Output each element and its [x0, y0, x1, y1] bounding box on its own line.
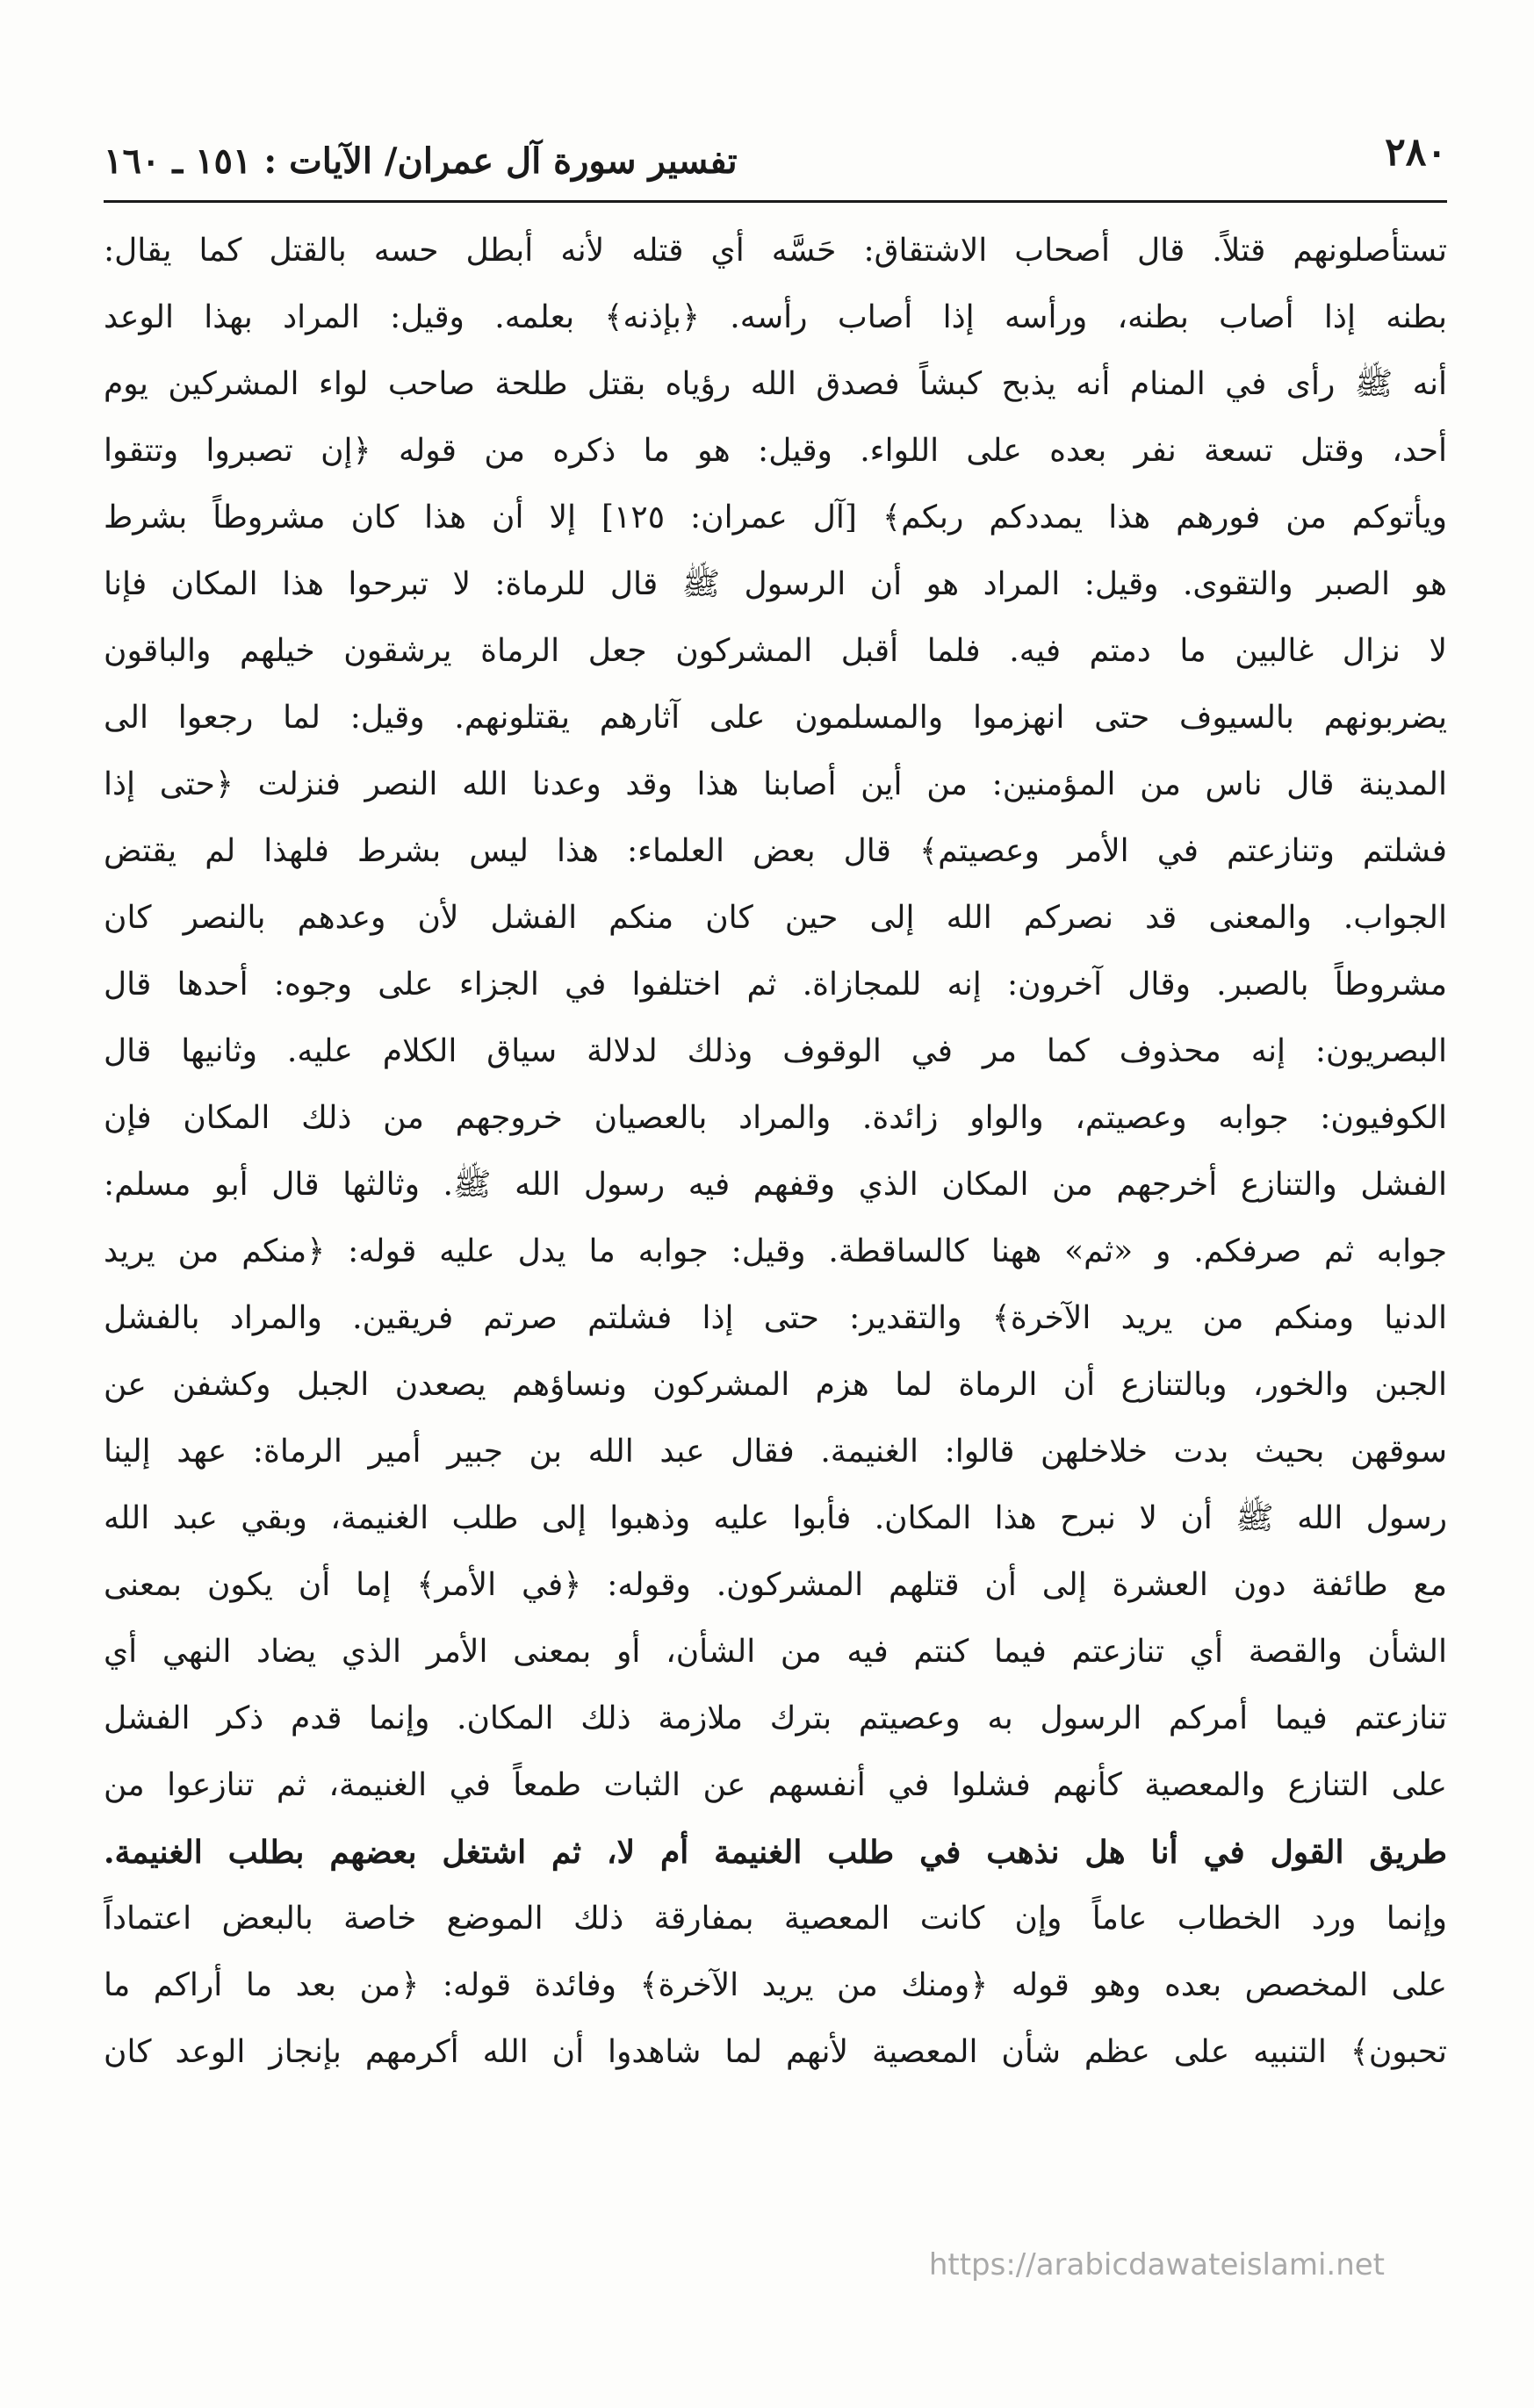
text-line: أنه ﷺ رأى في المنام أنه يذبح كبشاً فصدق الله رؤياه بقتل طلحة صاحب لواء المشركين يوم [104, 366, 1447, 402]
text-line: طريق القول في أنا هل نذهب في طلب الغنيمة أم لا، ثم اشتغل بعضهم بطلب الغنيمة. [104, 1834, 1447, 1871]
page-number: ٢٨٠ [1385, 130, 1447, 175]
text-line: على التنازع والمعصية كأنهم فشلوا في أنفسهم عن الثبات طمعاً في الغنيمة، ثم تنازعوا من [104, 1767, 1447, 1803]
text-line: أحد، وقتل تسعة نفر بعده على اللواء. وقيل: هو ما ذكره من قوله ﴿إن تصبروا وتتقوا [104, 433, 1447, 469]
text-line: الكوفيون: جوابه وعصيتم، والواو زائدة. والمراد بالعصيان خروجهم من ذلك المكان فإن [104, 1100, 1447, 1136]
text-line: هو الصبر والتقوى. وقيل: المراد هو أن الرسول ﷺ قال للرماة: لا تبرحوا هذا المكان فإنا [104, 566, 1447, 602]
text-line: ويأتوكم من فورهم هذا يمددكم ربكم﴾ [آل عمران: ١٢٥] إلا أن هذا كان مشروطاً بشرط [104, 500, 1447, 536]
watermark-url: https://arabicdawateislami.net [928, 2247, 1385, 2282]
page-header [104, 114, 1447, 193]
text-line: الجبن والخور، وبالتنازع أن الرماة لما هزم المشركون ونساؤهم يصعدن الجبل وكشفن عن [104, 1367, 1447, 1403]
text-line: مشروطاً بالصبر. وقال آخرون: إنه للمجازاة. ثم اختلفوا في الجزاء على وجوه: أحدها قال [104, 967, 1447, 1003]
text-line: سوقهن بحيث بدت خلاخلهن قالوا: الغنيمة. فقال عبد الله بن جبير أمير الرماة: عهد إلينا [104, 1434, 1447, 1470]
header-divider [104, 200, 1447, 203]
text-line: بطنه إذا أصاب بطنه، ورأسه إذا أصاب رأسه. ﴿بإذنه﴾ بعلمه. وقيل: المراد بهذا الوعد [104, 299, 1447, 335]
text-line: فشلتم وتنازعتم في الأمر وعصيتم﴾ قال بعض العلماء: هذا ليس بشرط فلهذا لم يقتض [104, 833, 1447, 869]
text-line: الجواب. والمعنى قد نصركم الله إلى حين كان منكم الفشل لأن وعدهم بالنصر كان [104, 900, 1447, 936]
running-title: تفسير سورة آل عمران/ الآيات : ١٥١ ـ ١٦٠ [104, 140, 738, 182]
text-line: الدنيا ومنكم من يريد الآخرة﴾ والتقدير: حتى إذا فشلتم صرتم فريقين. والمراد بالفشل [104, 1300, 1447, 1336]
text-line: تحبون﴾ التنبيه على عظم شأن المعصية لأنهم لما شاهدوا أن الله أكرمهم بإنجاز الوعد كان [104, 2034, 1447, 2070]
text-line: المدينة قال ناس من المؤمنين: من أين أصابنا هذا وقد وعدنا الله النصر فنزلت ﴿حتى إذا [104, 766, 1447, 802]
text-line: مع طائفة دون العشرة إلى أن قتلهم المشركون. وقوله: ﴿في الأمر﴾ إما أن يكون بمعنى [104, 1567, 1447, 1603]
text-line: لا نزال غالبين ما دمتم فيه. فلما أقبل المشركون جعل الرماة يرشقون خيلهم والباقون [104, 633, 1447, 669]
body-text [104, 218, 1447, 2086]
text-line: تستأصلونهم قتلاً. قال أصحاب الاشتقاق: حَسَّه أي قتله لأنه أبطل حسه بالقتل كما يقال: [104, 233, 1447, 269]
text-line: على المخصص بعده وهو قوله ﴿ومنك من يريد الآخرة﴾ وفائدة قوله: ﴿من بعد ما أراكم ما [104, 1967, 1447, 2003]
text-line: يضربونهم بالسيوف حتى انهزموا والمسلمون على آثارهم يقتلونهم. وقيل: لما رجعوا الى [104, 700, 1447, 736]
text-line: تنازعتم فيما أمركم الرسول به وعصيتم بترك ملازمة ذلك المكان. وإنما قدم ذكر الفشل [104, 1700, 1447, 1736]
text-line: الفشل والتنازع أخرجهم من المكان الذي وقفهم فيه رسول الله ﷺ. وثالثها قال أبو مسلم: [104, 1167, 1447, 1203]
text-line: جوابه ثم صرفكم. و «ثم» ههنا كالساقطة. وقيل: جوابه ما يدل عليه قوله: ﴿منكم من يريد [104, 1233, 1447, 1269]
text-line: البصريون: إنه محذوف كما مر في الوقوف وذلك لدلالة سياق الكلام عليه. وثانيها قال [104, 1033, 1447, 1069]
text-line: الشأن والقصة أي تنازعتم فيما كنتم فيه من الشأن، أو بمعنى الأمر الذي يضاد النهي أي [104, 1634, 1447, 1670]
text-line: رسول الله ﷺ أن لا نبرح هذا المكان. فأبوا عليه وذهبوا إلى طلب الغنيمة، وبقي عبد الله [104, 1500, 1447, 1536]
text-line: وإنما ورد الخطاب عاماً وإن كانت المعصية بمفارقة ذلك الموضع خاصة بالبعض اعتماداً [104, 1901, 1447, 1937]
